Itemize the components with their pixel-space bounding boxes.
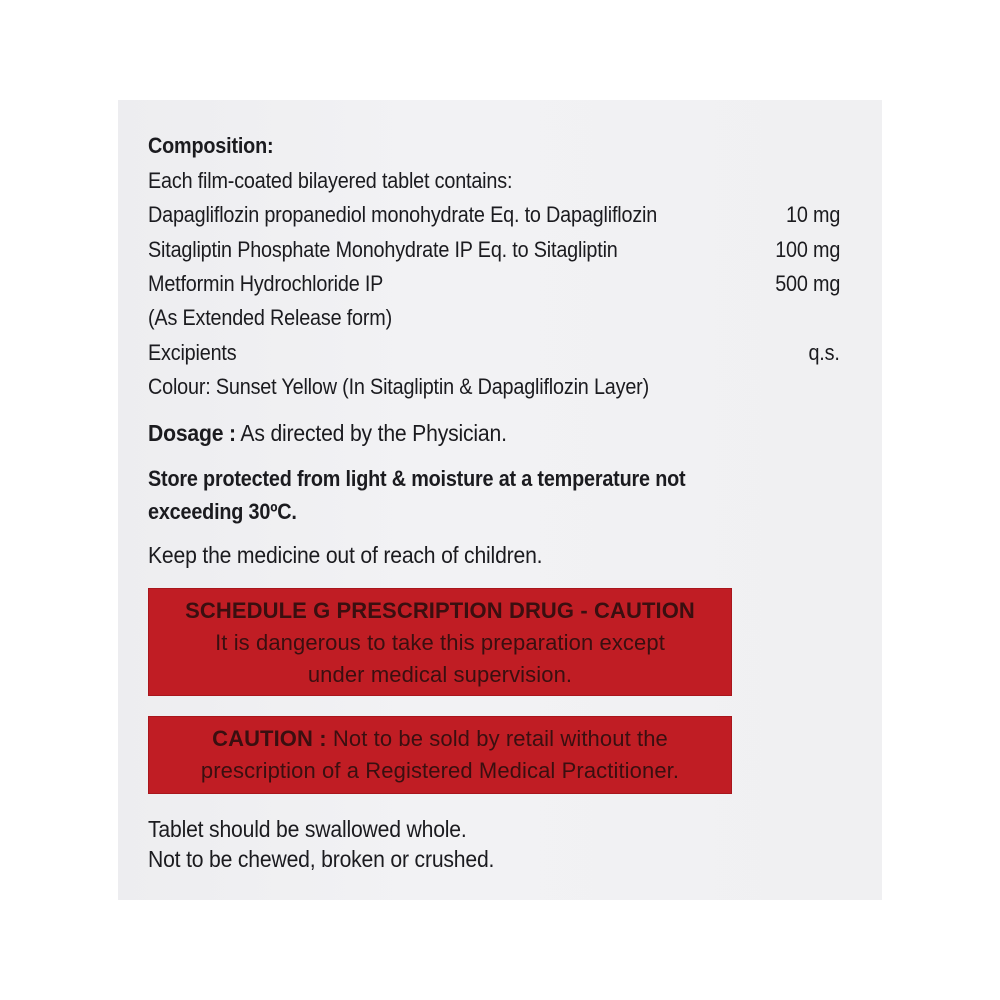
dosage-line (148, 420, 507, 447)
composition-intro: Each film-coated bilayered tablet contains: (148, 168, 513, 193)
schedule-g-line-1: It is dangerous to take this preparation except (215, 630, 665, 655)
storage-line-1: Store protected from light & moisture at a temperature not (148, 466, 686, 491)
caution-text: Not to be sold by retail without the (326, 726, 668, 751)
schedule-g-box (148, 588, 732, 696)
ingredient-2-amount: 100 mg (775, 237, 840, 262)
dosage-text: As directed by the Physician. (235, 420, 507, 446)
ingredient-1-name: Dapagliflozin propanediol monohydrate Eq. to Dapagliflozin (148, 202, 658, 227)
ingredient-2-name: Sitagliptin Phosphate Monohydrate IP Eq. to Sitagliptin (148, 237, 618, 262)
tablet-note-line-2: Not to be chewed, broken or crushed. (148, 846, 495, 872)
ingredient-excipients-amount: q.s. (808, 340, 840, 365)
ingredient-3-note: (As Extended Release form) (148, 305, 393, 330)
schedule-g-line-2: under medical supervision. (307, 662, 573, 687)
colour-line: Colour: Sunset Yellow (In Sitagliptin & Dapagliflozin Layer) (148, 374, 649, 399)
caution-line-2: prescription of a Registered Medical Practitioner. (200, 758, 680, 783)
dosage-label: Dosage : (148, 420, 236, 446)
ingredient-3-amount: 500 mg (775, 271, 840, 296)
ingredient-3-name: Metformin Hydrochloride IP (148, 271, 384, 296)
caution-line-1 (148, 726, 732, 752)
composition-heading: Composition: (148, 133, 274, 158)
children-warning: Keep the medicine out of reach of children. (148, 542, 543, 568)
ingredient-1-amount: 10 mg (785, 202, 840, 227)
package-panel (118, 100, 882, 900)
schedule-g-title: SCHEDULE G PRESCRIPTION DRUG - CAUTION (185, 598, 695, 623)
caution-label: CAUTION : (212, 726, 327, 751)
storage-line-2: exceeding 30ºC. (148, 499, 297, 524)
ingredient-excipients-name: Excipients (148, 340, 237, 365)
tablet-note-line-1: Tablet should be swallowed whole. (148, 816, 467, 842)
caution-box (148, 716, 732, 794)
